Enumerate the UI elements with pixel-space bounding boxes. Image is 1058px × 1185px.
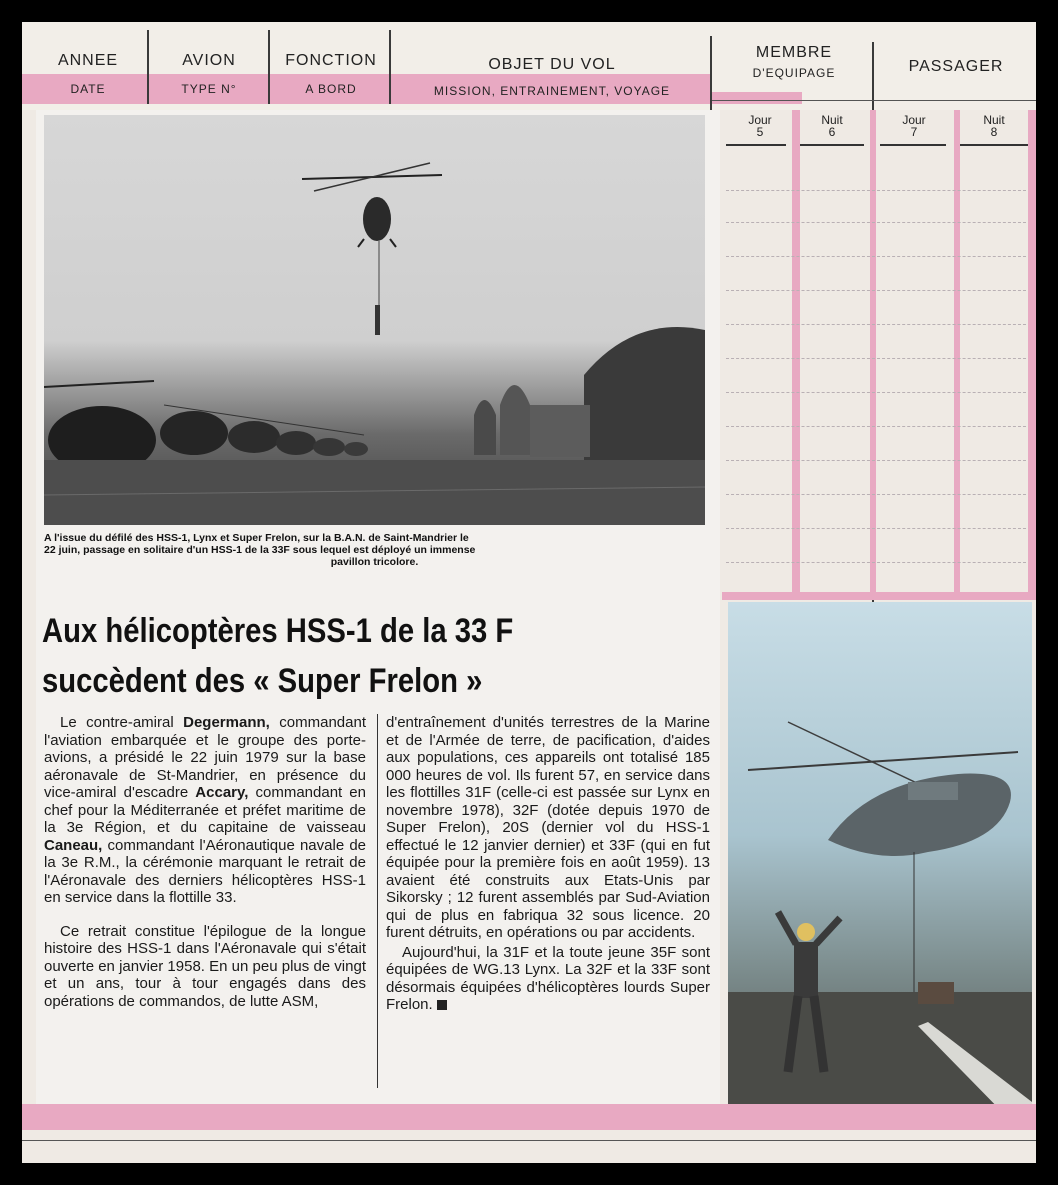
logbook-page	[22, 22, 1036, 1163]
header-divider	[389, 30, 391, 104]
header-rule	[712, 100, 1036, 101]
end-mark-icon	[437, 1000, 447, 1010]
col-underline	[960, 144, 1028, 146]
header-divider	[147, 30, 149, 104]
text-run: commandant l'Aéronautique navale de la 3e R.M., la cérémonie marquant le retrait de l'Aéronavale des derniers hélicoptères HSS-1 en service dans la flottille 33.	[44, 836, 366, 906]
grid-dashed-row	[726, 426, 1026, 427]
header-annee-label: ANNEE	[57, 52, 119, 69]
flight-deck	[728, 992, 1032, 1120]
pink-column	[1028, 110, 1036, 600]
article-paragraph	[386, 944, 710, 1014]
col-number: 8	[990, 125, 998, 139]
col-nuit-8	[962, 114, 1026, 138]
article-paragraph	[44, 714, 366, 907]
grid-dashed-row	[726, 290, 1026, 291]
article-paragraph: d'entraînement d'unités terrestres de la Marine et de l'Armée de terre, de pacification, d'aides aux populations, ces appareils ont totalisé 185 000 heures de vol. Ils furent 57, en service dans les flottilles 31F (celle-ci est passée sur Lynx en novembre 1978), 32F (dotée depuis 1970 de Super Frelon), 20S (dernier vol du HSS-1 effectué le 12 janvier dernier) et 33F (qui en fut équipée pour la première fois en août 1959). 13 avaient été construits aux Etats-Unis par Sikorsky ; 12 furent assemblés par Sud-Aviation qui de plus en fabriqua 32 sous licence. 20 furent détruits, en opérations ou par accidents.	[386, 714, 710, 941]
col-underline	[880, 144, 946, 146]
col-number: 6	[828, 125, 836, 139]
pink-row	[722, 592, 1036, 600]
headline-line-1: Aux hélicoptères HSS-1 de la 33 F	[42, 612, 514, 650]
deck-photo-drawing	[728, 602, 1032, 1120]
headline-line-2: succèdent des « Super Frelon »	[42, 662, 483, 700]
pink-column	[870, 110, 876, 600]
header-avion	[150, 52, 268, 96]
grid-dashed-row	[726, 460, 1026, 461]
col-label: Jour	[902, 113, 926, 127]
col-jour-5	[732, 114, 788, 138]
col-label: Nuit	[983, 113, 1005, 127]
header-avion-label: AVION	[182, 52, 236, 69]
col-number: 5	[756, 125, 764, 139]
grid-dashed-row	[726, 190, 1026, 191]
text-run: Le contre-amiral	[60, 714, 184, 731]
col-number: 7	[910, 125, 918, 139]
col-label: Jour	[748, 113, 772, 127]
bottom-rule	[22, 1140, 1036, 1141]
text-run: commandant en chef pour la Méditerranée et préfet maritime de la 3e Région, et du capitaine de vaisseau	[44, 784, 366, 836]
header-passager-label: PASSAGER	[908, 58, 1004, 75]
header-objet	[394, 56, 710, 98]
header-passager	[876, 58, 1036, 76]
header-fonction-label: FONCTION	[285, 52, 377, 69]
column-divider	[377, 714, 378, 1088]
header-annee	[32, 52, 144, 96]
flying-helicopter	[302, 163, 442, 335]
hangars	[474, 327, 705, 460]
article-headline	[42, 606, 618, 706]
caption-line: pavillon tricolore.	[330, 556, 419, 568]
pink-column	[792, 110, 800, 600]
header-objet-label: OBJET DU VOL	[488, 56, 616, 73]
hovering-helicopter	[748, 722, 1018, 992]
photo-caption	[44, 532, 705, 568]
bottom-pink-band	[22, 1104, 1036, 1130]
caption-line: A l'issue du défilé des HSS-1, Lynx et Super Frelon, sur la B.A.N. de Saint-Mandrier le	[44, 532, 469, 544]
deck-vehicle	[918, 982, 954, 1004]
grid-dashed-row	[726, 562, 1026, 563]
header-date-label: DATE	[70, 82, 106, 96]
grid-dashed-row	[726, 256, 1026, 257]
header-pink-band-2	[712, 92, 802, 104]
header-abord-label: A BORD	[305, 82, 357, 96]
header-divider	[268, 30, 270, 104]
header-membre-label: MEMBRE	[755, 44, 833, 61]
text-run: commandant l'aviation embarquée et le groupe des porte-avions, a présidé le 22 juin 1979 sur la base aéronavale de St-Mandrier, en présence du vice-amiral d'escadre	[44, 714, 366, 801]
article-column-left	[44, 714, 366, 1026]
grid-dashed-row	[726, 222, 1026, 223]
header-type-label: TYPE N°	[181, 82, 237, 96]
grid-dashed-row	[726, 392, 1026, 393]
header-equipage-label: D'EQUIPAGE	[752, 66, 836, 80]
header-divider	[710, 36, 712, 110]
header-fonction	[272, 52, 390, 96]
col-underline	[798, 144, 864, 146]
logbook-grid	[722, 110, 1036, 600]
name-accary: Accary,	[195, 784, 249, 801]
col-jour-7	[882, 114, 946, 138]
text-run: Aujourd'hui, la 31F et la toute jeune 35F sont équipées de WG.13 Lynx. La 32F et la 33F sont désormais équipées d'hélicoptères lourds Super Frelon.	[386, 943, 710, 1013]
header-membre	[714, 44, 874, 80]
hangar-helicopter-photo	[44, 115, 705, 525]
grid-dashed-row	[726, 358, 1026, 359]
logbook-header	[22, 22, 1036, 110]
pink-column	[954, 110, 960, 600]
article-column-right	[386, 714, 710, 1030]
hangar-photo-drawing	[44, 115, 705, 525]
article-paragraph: Ce retrait constitue l'épilogue de la longue histoire des HSS-1 dans l'Aéronavale qui s'était ouverte en janvier 1958. En un peu plus de vingt et un ans, tour à tour engagés dans des opérations de commandos, de lutte ASM,	[44, 922, 366, 1010]
col-underline	[726, 144, 786, 146]
caption-line: 22 juin, passage en solitaire d'un HSS-1 de la 33F sous lequel est déployé un immense	[44, 544, 476, 556]
grid-dashed-row	[726, 324, 1026, 325]
name-degermann: Degermann,	[183, 714, 270, 731]
tarmac	[44, 460, 705, 525]
grid-dashed-row	[726, 494, 1026, 495]
name-caneau: Caneau,	[44, 836, 103, 854]
col-nuit-6	[800, 114, 864, 138]
col-label: Nuit	[821, 113, 843, 127]
grid-dashed-row	[726, 528, 1026, 529]
header-mission-label: MISSION, ENTRAINEMENT, VOYAGE	[433, 84, 671, 98]
super-frelon-deck-photo	[728, 602, 1032, 1120]
